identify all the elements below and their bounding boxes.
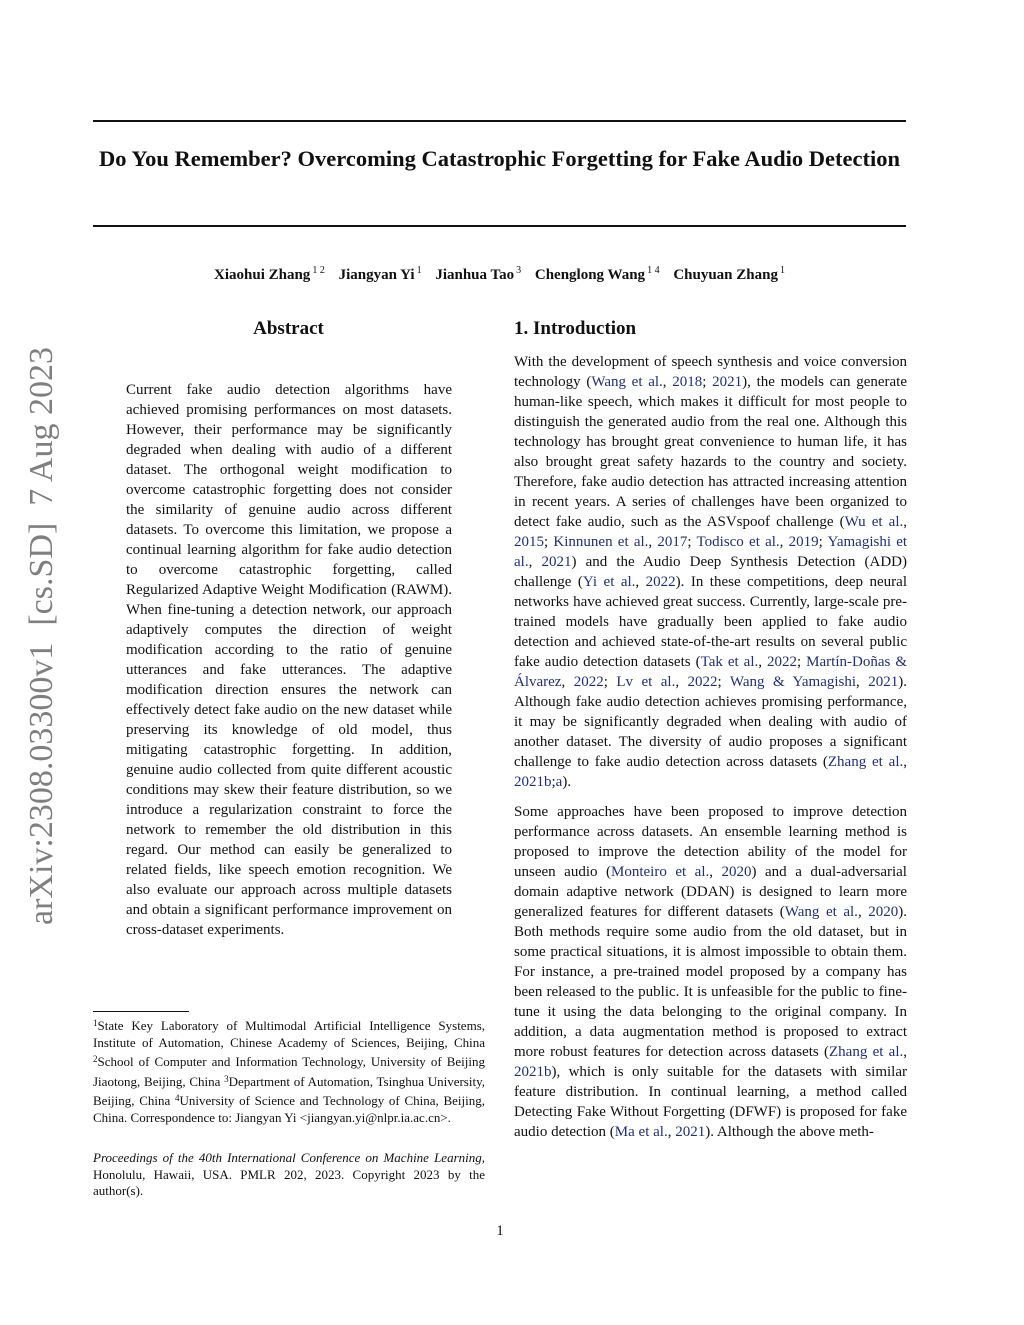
author: Chenglong Wang $^{1 4}$: [534, 265, 660, 283]
paper-title: Do You Remember? Overcoming Catastrophic Forgetting for Fake Audio Detection: [99, 146, 900, 171]
intro-text: ,: [903, 754, 907, 770]
citation-link[interactable]: 2022: [573, 674, 604, 690]
intro-text: ), which is only suitable for the datasets with similar feature distribution. In continual learning, a method called Detecting Fake Without Forgetting (DFWF) is proposed for fake audio detection (: [514, 1064, 907, 1140]
citation-link[interactable]: 2017: [657, 534, 688, 550]
intro-text: ) and a dual-adversarial domain adaptive network (DDAN) is designed to learn more generalized features for different datasets (: [514, 864, 907, 920]
author: Jianhua Tao $^3$: [435, 265, 522, 283]
intro-text: ,: [903, 1044, 907, 1060]
citation-link[interactable]: 2020: [868, 904, 899, 920]
citation-link[interactable]: 2020: [721, 864, 752, 880]
footnote-rule: [93, 1011, 189, 1012]
author: Jiangyan Yi $^1$: [338, 265, 422, 283]
page-number: 1: [496, 1223, 504, 1239]
citation-link[interactable]: Wang et al.: [591, 374, 663, 390]
citation-link[interactable]: Lv et al.: [616, 674, 676, 690]
affiliations-footnote: $^1$State Key Laboratory of Multimodal Artificial Intelligence Systems, Institute of Automation, Chinese Academy of Sciences, Beijing, China $^2$School of Computer and Information Technology, University of Beijing Jiaotong, Beijing, China $^3$Department of Automation, Tsinghua University, Beijing, China $^4$University of Science and Technology of China, Beijing, China. Correspondence to: Jiangyan Yi <jiangyan.yi@nlpr.ia.ac.cn>.: [93, 1018, 485, 1125]
citation-link[interactable]: Zhang et al.: [829, 1044, 904, 1060]
intro-text: ,: [857, 904, 869, 920]
author: Xiaohui Zhang $^{1 2}$: [214, 265, 325, 283]
citation-link[interactable]: Wu et al.: [844, 514, 904, 530]
citation-link[interactable]: 2019: [788, 534, 819, 550]
intro-text: ,: [667, 1124, 676, 1140]
citation-link[interactable]: Yi et al.: [582, 574, 636, 590]
title-bottom-rule: [93, 225, 906, 227]
citation-link[interactable]: 2022: [645, 574, 676, 590]
citation-link[interactable]: 2021: [712, 374, 743, 390]
intro-text: ). In these competitions, deep neural networks have achieved great success. Currently, large-scale pre-trained models have gradually been applied to fake audio detection and achieved state-of-the-art results on several public fake audio detection datasets (: [514, 574, 907, 670]
intro-paragraph-1: [514, 352, 907, 792]
intro-text: ;: [702, 374, 713, 390]
citation-link[interactable]: 2015: [514, 534, 544, 550]
citation-link[interactable]: Zhang et al.: [827, 754, 904, 770]
intro-text: ;: [717, 674, 730, 690]
intro-text: ,: [648, 534, 658, 550]
citation-link[interactable]: a: [555, 774, 563, 790]
citation-link[interactable]: Tak et al.: [700, 654, 759, 670]
arxiv-stamp: arXiv:2308.03300v1 [cs.SD] 7 Aug 2023: [23, 347, 60, 925]
intro-text: ) and the Audio Deep Synthesis Detection (ADD) challenge (: [514, 554, 908, 590]
proceedings-note: Proceedings of the 40th International Conference on Machine Learning, Honolulu, Hawaii, USA. PMLR 202, 2023. Copyright 2023 by the author(s).: [93, 1150, 485, 1198]
intro-text: ,: [675, 674, 688, 690]
author-list: [93, 261, 906, 285]
intro-text: ).: [562, 774, 572, 790]
intro-text: ;: [818, 534, 828, 550]
intro-text: ). Although the above meth-: [705, 1124, 874, 1140]
intro-text: ,: [635, 574, 646, 590]
citation-link[interactable]: Wang & Yamagishi: [729, 674, 857, 690]
abstract-heading: Abstract: [253, 318, 324, 339]
intro-text: ;: [797, 654, 807, 670]
intro-text: ). Both methods require some audio from the old dataset, but in some practical situations, it is almost impossible to obtain them. For instance, a pre-trained model proposed by a company has been released to the public. It is unfeasible for the public to fine-tune it using the data belonging to the original company. In addition, a data augmentation method is proposed to extract more robust features for detection across datasets (: [514, 904, 908, 1060]
citation-link[interactable]: 2022: [767, 654, 797, 670]
citation-link[interactable]: 2022: [687, 674, 718, 690]
citation-link[interactable]: Yamagishi et al.: [514, 534, 908, 570]
intro-text: ,: [758, 654, 767, 670]
intro-text: ,: [528, 554, 542, 570]
intro-text: ,: [856, 674, 869, 690]
intro-text: ,: [561, 674, 574, 690]
intro-text: ;: [544, 534, 554, 550]
title-top-rule: [93, 120, 906, 122]
abstract-body: Current fake audio detection algorithms have achieved promising performances on most datasets. However, their performance may be significantly degraded when dealing with audio of a different dataset. The orthogonal weight modification to overcome catastrophic forgetting does not consider the similarity of genuine audio across different datasets. To overcome this limitation, we propose a continual learning algorithm for fake audio detection to overcome catastrophic forgetting, called Regularized Adaptive Weight Modification (RAWM). When fine-tuning a detection network, our approach adaptively computes the direction of weight modification according to the ratio of genuine utterances and fake utterances. The adaptive modification direction ensures the network can effectively detect fake audio on the new dataset while preserving its knowledge of old model, thus mitigating catastrophic forgetting. In addition, genuine audio collected from quite different acoustic conditions may skew their feature distribution, so we introduce a regularization constraint to force the network to remember the old distribution in this regard. Our method can easily be generalized to related fields, like speech emotion recognition. We also evaluate our approach across multiple datasets and obtain a significant performance improvement on cross-dataset experiments.: [126, 382, 452, 938]
intro-text: ). Although fake audio detection achieves promising performance, it may be significantly degraded when dealing with audio of another dataset. The diversity of audio proposes a significant challenge to fake audio detection across datasets (: [514, 674, 908, 770]
intro-text: ,: [709, 864, 722, 880]
intro-text: ,: [662, 374, 673, 390]
intro-text: ,: [779, 534, 789, 550]
citation-link[interactable]: Martín-Doñas & Álvarez: [514, 654, 907, 690]
author: Chuyuan Zhang $^1$: [673, 265, 785, 283]
introduction-heading: 1. Introduction: [514, 318, 637, 339]
intro-text: ;: [551, 774, 556, 790]
intro-text: ,: [903, 514, 907, 530]
intro-text: ;: [687, 534, 697, 550]
intro-text: With the development of speech synthesis and voice conversion technology (: [514, 354, 907, 390]
citation-link[interactable]: Wang et al.: [784, 904, 858, 920]
introduction-body: [514, 352, 907, 1152]
citation-link[interactable]: 2021: [541, 554, 572, 570]
citation-link[interactable]: 2021b: [514, 1064, 552, 1080]
citation-link[interactable]: 2018: [672, 374, 703, 390]
intro-text: ), the models can generate human-like speech, which makes it difficult for most people to distinguish the generated audio from the real one. Although this technology has brought great convenience to human life, it has also brought great safety hazards to the country and society. Therefore, fake audio detection has attracted increasing attention in recent years. A series of challenges have been organized to detect fake audio, such as the ASVspoof challenge (: [514, 374, 908, 530]
citation-link[interactable]: 2021: [868, 674, 899, 690]
citation-link[interactable]: 2021: [675, 1124, 706, 1140]
citation-link[interactable]: Todisco et al.: [696, 534, 780, 550]
intro-text: ;: [603, 674, 617, 690]
intro-text: Some approaches have been proposed to improve detection performance across datasets. An ensemble learning method is proposed to improve the detection ability of the model for unseen audio (: [514, 804, 907, 880]
citation-link[interactable]: Kinnunen et al.: [553, 534, 649, 550]
intro-paragraph-2: [514, 802, 907, 1142]
citation-link[interactable]: 2021b: [514, 774, 552, 790]
citation-link[interactable]: Ma et al.: [614, 1124, 668, 1140]
citation-link[interactable]: Monteiro et al.: [611, 864, 710, 880]
